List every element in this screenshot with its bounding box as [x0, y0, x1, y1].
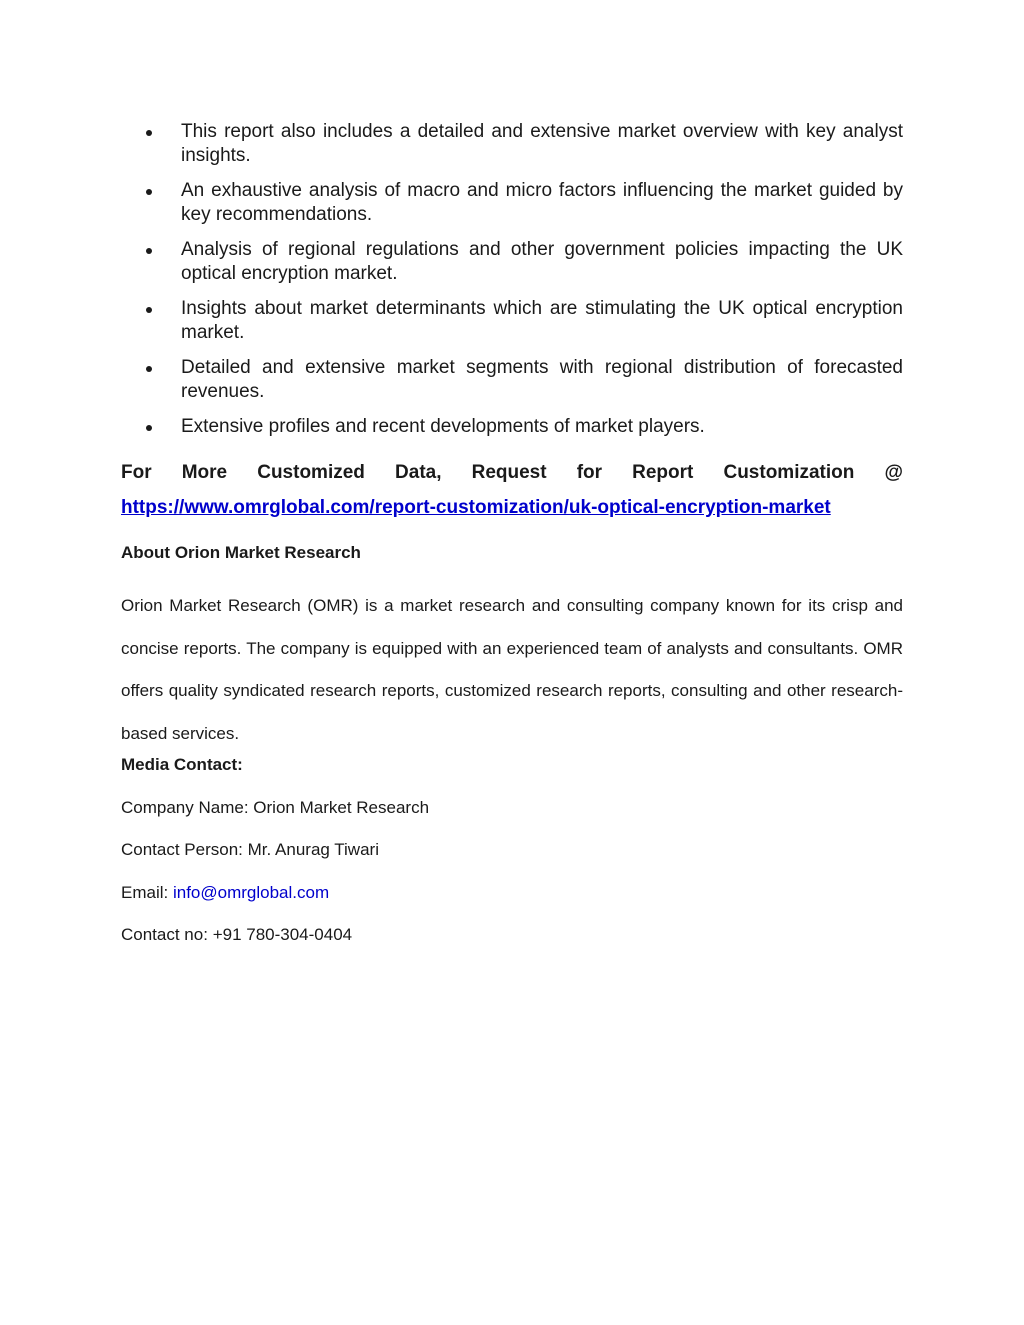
- customization-word: for: [576, 462, 603, 483]
- customization-word: More: [181, 462, 228, 483]
- customization-link[interactable]: https://www.omrglobal.com/report-customization/uk-optical-encryption-market: [121, 497, 831, 518]
- bullet-text: Extensive profiles and recent developments of market players.: [181, 416, 705, 437]
- customization-word: For: [121, 462, 152, 483]
- bullet-dot-icon: [146, 248, 152, 254]
- phone-label: Contact no:: [121, 925, 208, 944]
- company-name-line: [121, 797, 429, 819]
- media-contact-heading: Media Contact:: [121, 755, 243, 774]
- phone-line: [121, 924, 352, 946]
- customization-word: Request: [471, 462, 547, 483]
- bullet-item: [121, 297, 903, 345]
- bullet-dot-icon: [146, 307, 152, 313]
- bullet-item: [121, 179, 903, 227]
- bullet-dot-icon: [146, 366, 152, 372]
- email-link[interactable]: info@omrglobal.com: [172, 883, 330, 902]
- email-label: Email:: [121, 883, 169, 902]
- feature-bullet-list: [121, 120, 903, 450]
- contact-person-line: [121, 839, 379, 861]
- about-paragraph: Orion Market Research (OMR) is a market research and consulting company known for its crisp and concise reports. The company is equipped with an experienced team of analysts and consultants. OMR offers quality syndicated research reports, customized research reports, consulting and other research-based services.: [121, 596, 903, 743]
- bullet-item: [121, 415, 903, 439]
- customization-word: Data,: [395, 462, 442, 483]
- bullet-dot-icon: [146, 130, 152, 136]
- bullet-dot-icon: [146, 189, 152, 195]
- email-line: [121, 882, 329, 904]
- customization-word: Customization: [723, 462, 855, 483]
- bullet-text: Detailed and extensive market segments with regional distribution of forecasted revenues.: [181, 357, 903, 402]
- bullet-text: This report also includes a detailed and extensive market overview with key analyst insights.: [181, 121, 903, 166]
- phone-value: +91 780-304-0404: [212, 925, 353, 944]
- bullet-item: [121, 120, 903, 168]
- contact-person-value: Mr. Anurag Tiwari: [247, 840, 379, 859]
- company-name-value: Orion Market Research: [253, 798, 430, 817]
- customization-word: Customized: [257, 462, 365, 483]
- customization-word: Report: [632, 462, 694, 483]
- bullet-text: Insights about market determinants which are stimulating the UK optical encryption market.: [181, 298, 903, 343]
- bullet-text: Analysis of regional regulations and other government policies impacting the UK optical encryption market.: [181, 239, 903, 284]
- bullet-item: [121, 356, 903, 404]
- bullet-item: [121, 238, 903, 286]
- customization-request-line: [121, 461, 903, 485]
- bullet-dot-icon: [146, 425, 152, 431]
- company-name-label: Company Name:: [121, 798, 249, 817]
- about-heading: About Orion Market Research: [121, 543, 361, 562]
- contact-person-label: Contact Person:: [121, 840, 243, 859]
- customization-word: @: [884, 462, 903, 483]
- bullet-text: An exhaustive analysis of macro and micro factors influencing the market guided by key recommendations.: [181, 180, 903, 225]
